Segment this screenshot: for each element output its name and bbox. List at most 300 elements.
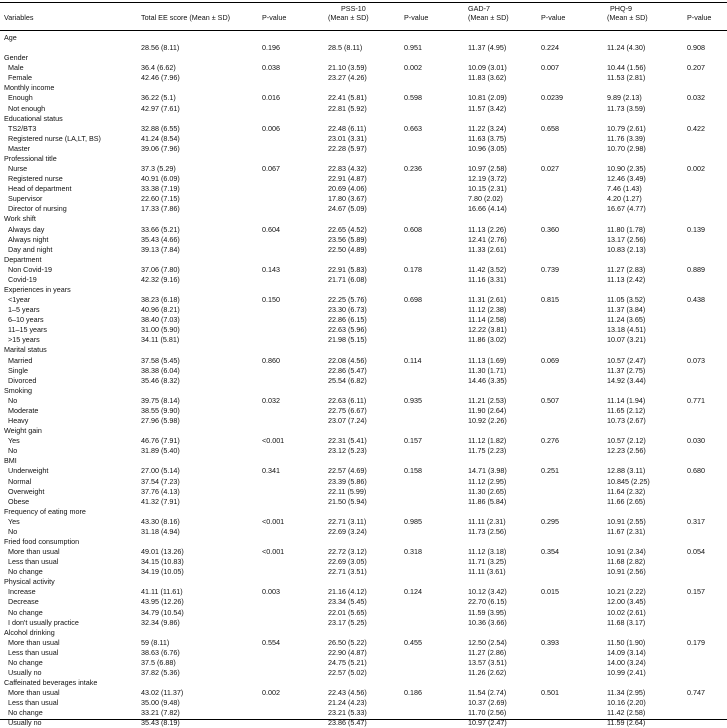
table-row: [0, 325, 727, 335]
table-top-rule: [0, 2, 727, 3]
pss-cell: 22.86 (6.15): [328, 315, 367, 325]
table-row: [0, 194, 727, 204]
p-value-cell: 0.354: [541, 547, 559, 557]
p-value-cell: 0.360: [541, 224, 559, 234]
total-ee-cell: 38.40 (7.03): [141, 315, 180, 325]
table-row: [0, 376, 727, 386]
table-row: [0, 416, 727, 426]
gad-cell: 11.27 (2.86): [468, 647, 507, 657]
category-label: Smoking: [4, 385, 32, 395]
category-label: Age: [4, 33, 17, 42]
p-value-cell: 0.030: [687, 436, 705, 446]
p-value-cell: 0.027: [541, 164, 559, 174]
category-row: [0, 214, 727, 224]
p-value-cell: 0.157: [687, 587, 705, 597]
gad-cell: 12.22 (3.81): [468, 325, 507, 335]
variable-label: Registered nurse (LA,LT, BS): [8, 133, 101, 143]
p-value-cell: 0.179: [687, 637, 705, 647]
phq-cell: 10.83 (2.13): [607, 244, 646, 254]
category-label: Experiences in years: [4, 285, 71, 294]
phq-cell: 7.46 (1.43): [607, 184, 642, 194]
category-label: Department: [4, 254, 42, 264]
phq-cell: 10.90 (2.35): [607, 164, 646, 174]
gad-cell: 11.21 (2.53): [468, 395, 507, 405]
total-ee-cell: 42.46 (7.96): [141, 73, 180, 83]
table-header: [0, 4, 727, 28]
pss-cell: 22.90 (4.87): [328, 647, 367, 657]
gad-cell: 11.71 (3.25): [468, 557, 507, 567]
pss-cell: 22.50 (4.89): [328, 244, 367, 254]
p-value-cell: 0.038: [262, 63, 280, 73]
p-value-cell: 0.889: [687, 264, 705, 274]
category-row: [0, 628, 727, 638]
gad-cell: 10.15 (2.31): [468, 184, 507, 194]
table-row: [0, 648, 727, 658]
pss-cell: 22.72 (3.12): [328, 547, 367, 557]
variable-label: No change: [8, 607, 43, 617]
total-ee-cell: 38.63 (6.76): [141, 647, 180, 657]
phq-cell: 16.67 (4.77): [607, 204, 646, 214]
gad-cell: 11.30 (1.71): [468, 365, 507, 375]
variable-label: Single: [8, 365, 28, 375]
gad-cell: 11.33 (2.61): [468, 244, 507, 254]
total-ee-cell: 34.11 (5.81): [141, 335, 180, 345]
variable-label: Yes: [8, 436, 20, 446]
p-value-cell: 0.554: [262, 637, 280, 647]
p-value-cell: 0.507: [541, 395, 559, 405]
phq-cell: 10.79 (2.61): [607, 123, 646, 133]
header-p-value-4: P-value: [687, 13, 712, 22]
category-label: Monthly income: [4, 83, 55, 93]
phq-cell: 11.68 (2.82): [607, 557, 646, 567]
p-value-cell: 0.295: [541, 516, 559, 526]
phq-cell: 11.42 (2.58): [607, 708, 646, 718]
total-ee-cell: 34.19 (10.05): [141, 567, 184, 577]
category-label: Fried food consumption: [4, 537, 80, 546]
phq-cell: 13.17 (2.56): [607, 234, 646, 244]
header-pss-sub: (Mean ± SD): [328, 13, 369, 22]
variable-label: No change: [8, 567, 43, 577]
table-row: [0, 638, 727, 648]
variable-label: Less than usual: [8, 698, 59, 708]
category-row: [0, 53, 727, 63]
table-row: [0, 73, 727, 83]
gad-cell: 11.42 (3.52): [468, 264, 507, 274]
table-row: [0, 265, 727, 275]
variable-label: Less than usual: [8, 557, 59, 567]
gad-cell: 10.09 (3.01): [468, 63, 507, 73]
gad-cell: 11.73 (2.56): [468, 526, 507, 536]
gad-cell: 11.83 (3.62): [468, 73, 507, 83]
p-value-cell: 0.143: [262, 264, 280, 274]
header-variables: Variables: [4, 13, 34, 22]
pss-cell: 25.54 (6.82): [328, 375, 367, 385]
total-ee-cell: 37.06 (7.80): [141, 264, 180, 274]
total-ee-cell: 41.24 (8.54): [141, 133, 180, 143]
table-row: [0, 597, 727, 607]
variable-label: Registered nurse: [8, 174, 63, 184]
table-bottom-rule: [0, 719, 727, 720]
p-value-cell: 0.251: [541, 466, 559, 476]
p-value-cell: 0.114: [404, 355, 422, 365]
gad-cell: 11.12 (1.82): [468, 436, 507, 446]
table-row: [0, 658, 727, 668]
total-ee-cell: 37.58 (5.45): [141, 355, 180, 365]
pss-cell: 21.71 (6.08): [328, 274, 367, 284]
phq-cell: 4.20 (1.27): [607, 194, 642, 204]
total-ee-cell: 35.43 (4.66): [141, 234, 180, 244]
pss-cell: 23.17 (5.25): [328, 617, 367, 627]
variable-label: Usually no: [8, 718, 42, 728]
phq-cell: 11.73 (3.59): [607, 103, 646, 113]
phq-cell: 11.53 (2.81): [607, 73, 646, 83]
p-value-cell: 0.598: [404, 93, 422, 103]
category-row: [0, 426, 727, 436]
variable-label: No: [8, 446, 18, 456]
gad-cell: 11.90 (2.64): [468, 405, 507, 415]
p-value-cell: 0.658: [541, 123, 559, 133]
total-ee-cell: 40.96 (8.21): [141, 305, 180, 315]
total-ee-cell: 43.30 (8.16): [141, 516, 180, 526]
p-value-cell: 0.860: [262, 355, 280, 365]
gad-cell: 10.97 (2.58): [468, 164, 507, 174]
category-label: Professional title: [4, 153, 57, 163]
pss-cell: 23.56 (5.89): [328, 234, 367, 244]
variable-label: Married: [8, 355, 33, 365]
table-row: [0, 63, 727, 73]
table-row: [0, 446, 727, 456]
p-value-cell: 0.157: [404, 436, 422, 446]
total-ee-cell: 35.43 (8.19): [141, 718, 180, 728]
total-ee-cell: 22.60 (7.15): [141, 194, 180, 204]
pss-cell: 23.21 (5.33): [328, 708, 367, 718]
pss-cell: 22.63 (6.11): [328, 395, 367, 405]
total-ee-cell: 38.23 (6.18): [141, 295, 180, 305]
table-row: [0, 668, 727, 678]
gad-cell: 10.97 (2.47): [468, 718, 507, 728]
p-value-cell: 0.438: [687, 295, 705, 305]
variable-label: No: [8, 395, 18, 405]
pss-cell: 23.27 (4.26): [328, 73, 367, 83]
category-row: [0, 83, 727, 93]
pss-cell: 22.11 (5.99): [328, 486, 367, 496]
p-value-cell: 0.007: [541, 63, 559, 73]
variable-label: Always night: [8, 234, 49, 244]
gad-cell: 11.13 (2.26): [468, 224, 507, 234]
phq-cell: 11.59 (2.64): [607, 718, 646, 728]
pss-cell: 21.16 (4.12): [328, 587, 367, 597]
p-value-cell: 0.139: [687, 224, 705, 234]
p-value-cell: 0.006: [262, 123, 280, 133]
table-row: [0, 204, 727, 214]
variable-label: Yes: [8, 516, 20, 526]
p-value-cell: 0.032: [262, 395, 280, 405]
total-ee-cell: 43.02 (11.37): [141, 688, 184, 698]
phq-cell: 11.65 (2.12): [607, 405, 646, 415]
phq-cell: 14.92 (3.44): [607, 375, 646, 385]
p-value-cell: 0.771: [687, 395, 705, 405]
total-ee-cell: 38.38 (6.04): [141, 365, 180, 375]
total-ee-cell: 33.21 (7.82): [141, 708, 180, 718]
table-row: [0, 164, 727, 174]
table-row: [0, 688, 727, 698]
phq-cell: 10.91 (2.55): [607, 516, 646, 526]
variable-label: Obese: [8, 496, 30, 506]
table-row: [0, 698, 727, 708]
gad-cell: 11.12 (2.38): [468, 305, 507, 315]
gad-cell: 11.75 (2.23): [468, 446, 507, 456]
phq-cell: 12.00 (3.45): [607, 597, 646, 607]
pss-cell: 22.69 (3.24): [328, 526, 367, 536]
variable-label: Less than usual: [8, 647, 59, 657]
category-row: [0, 154, 727, 164]
p-value-cell: 0.002: [262, 688, 280, 698]
variable-label: Female: [8, 73, 32, 83]
p-value-cell: 0.422: [687, 123, 705, 133]
phq-cell: 11.27 (2.83): [607, 264, 646, 274]
p-value-cell: 0.178: [404, 264, 422, 274]
gad-cell: 11.14 (2.58): [468, 315, 507, 325]
gad-cell: 10.96 (3.05): [468, 143, 507, 153]
p-value-cell: 0.002: [687, 164, 705, 174]
total-ee-cell: 35.46 (8.32): [141, 375, 180, 385]
variable-label: TS2/BT3: [8, 123, 37, 133]
pss-cell: 21.24 (4.23): [328, 698, 367, 708]
category-label: Gender: [4, 53, 28, 63]
category-label: Weight gain: [4, 426, 42, 436]
table-row: [0, 174, 727, 184]
p-value-cell: 0.604: [262, 224, 280, 234]
variable-label: Male: [8, 63, 24, 73]
variable-label: Director of nursing: [8, 204, 67, 214]
pss-cell: 21.50 (5.94): [328, 496, 367, 506]
p-value-cell: 0.747: [687, 688, 705, 698]
phq-cell: 10.07 (3.21): [607, 335, 646, 345]
header-total-ee: Total EE score (Mean ± SD): [141, 13, 231, 22]
category-row: [0, 507, 727, 517]
phq-cell: 14.09 (3.14): [607, 647, 646, 657]
phq-cell: 10.44 (1.56): [607, 63, 646, 73]
p-value-cell: 0.341: [262, 466, 280, 476]
phq-cell: 13.18 (4.51): [607, 325, 646, 335]
total-ee-cell: 42.32 (9.16): [141, 274, 180, 284]
p-value-cell: 0.951: [404, 43, 422, 53]
total-ee-cell: 43.95 (12.26): [141, 597, 184, 607]
gad-cell: 11.30 (2.65): [468, 486, 507, 496]
variable-label: Decrease: [8, 597, 39, 607]
phq-cell: 9.89 (2.13): [607, 93, 642, 103]
p-value-cell: 0.073: [687, 355, 705, 365]
variable-label: 11–15 years: [8, 325, 48, 335]
total-ee-cell: 39.06 (7.96): [141, 143, 180, 153]
p-value-cell: 0.935: [404, 395, 422, 405]
total-ee-cell: 42.97 (7.61): [141, 103, 180, 113]
pss-cell: 23.12 (5.23): [328, 446, 367, 456]
total-ee-cell: 37.82 (5.36): [141, 668, 180, 678]
table-row: [0, 295, 727, 305]
total-ee-cell: 33.38 (7.19): [141, 184, 180, 194]
total-ee-cell: 33.66 (5.21): [141, 224, 180, 234]
pss-cell: 22.41 (5.81): [328, 93, 367, 103]
phq-cell: 10.02 (2.61): [607, 607, 646, 617]
table-row: [0, 517, 727, 527]
phq-cell: 10.99 (2.41): [607, 668, 646, 678]
table-row: [0, 245, 727, 255]
p-value-cell: 0.158: [404, 466, 422, 476]
p-value-cell: 0.016: [262, 93, 280, 103]
gad-cell: 12.50 (2.54): [468, 637, 507, 647]
variable-label: Head of department: [8, 184, 72, 194]
pss-cell: 22.48 (6.11): [328, 123, 367, 133]
table-row: [0, 567, 727, 577]
variable-label: More than usual: [8, 688, 60, 698]
pss-cell: 23.30 (6.73): [328, 305, 367, 315]
p-value-cell: 0.124: [404, 587, 422, 597]
category-row: [0, 285, 727, 295]
phq-cell: 12.88 (3.11): [607, 466, 646, 476]
variable-label: Usually no: [8, 668, 42, 678]
phq-cell: 10.57 (2.12): [607, 436, 646, 446]
category-label: BMI: [4, 456, 17, 466]
category-row: [0, 114, 727, 124]
phq-cell: 11.37 (3.84): [607, 305, 646, 315]
p-value-cell: 0.608: [404, 224, 422, 234]
phq-cell: 11.14 (1.94): [607, 395, 646, 405]
p-value-cell: <0.001: [262, 547, 285, 557]
category-label: Frequency of eating more: [4, 506, 86, 516]
p-value-cell: 0.0239: [541, 93, 563, 103]
total-ee-cell: 36.4 (6.62): [141, 63, 176, 73]
p-value-cell: 0.698: [404, 295, 422, 305]
p-value-cell: 0.317: [687, 516, 705, 526]
pss-cell: 22.75 (6.67): [328, 405, 367, 415]
total-ee-cell: 32.34 (9.86): [141, 617, 180, 627]
category-row: [0, 456, 727, 466]
gad-cell: 7.80 (2.02): [468, 194, 503, 204]
gad-cell: 11.31 (2.61): [468, 295, 507, 305]
pss-cell: 22.31 (5.41): [328, 436, 367, 446]
phq-cell: 11.80 (1.78): [607, 224, 646, 234]
gad-cell: 10.36 (3.66): [468, 617, 507, 627]
phq-cell: 10.21 (2.22): [607, 587, 646, 597]
header-p-value-1: P-value: [262, 13, 287, 22]
variable-label: Not enough: [8, 103, 46, 113]
phq-cell: 11.34 (2.95): [607, 688, 646, 698]
category-label: Alcohol drinking: [4, 627, 55, 637]
total-ee-cell: 34.79 (10.54): [141, 607, 184, 617]
p-value-cell: 0.455: [404, 637, 422, 647]
total-ee-cell: 31.18 (4.94): [141, 526, 180, 536]
p-value-cell: <0.001: [262, 516, 285, 526]
pss-cell: 22.91 (5.83): [328, 264, 367, 274]
pss-cell: 24.67 (5.09): [328, 204, 367, 214]
p-value-cell: 0.501: [541, 688, 559, 698]
variable-label: No change: [8, 708, 43, 718]
pss-cell: 22.57 (5.02): [328, 668, 367, 678]
table-row: [0, 144, 727, 154]
total-ee-cell: 59 (8.11): [141, 637, 170, 647]
pss-cell: 22.63 (5.96): [328, 325, 367, 335]
total-ee-cell: 36.22 (5.1): [141, 93, 176, 103]
total-ee-cell: 40.91 (6.09): [141, 174, 180, 184]
header-gad: GAD-7: [468, 4, 490, 13]
total-ee-cell: 37.76 (4.13): [141, 486, 180, 496]
table-row: [0, 235, 727, 245]
p-value-cell: 0.908: [687, 43, 705, 53]
total-ee-cell: 32.88 (6.55): [141, 123, 180, 133]
pss-cell: 22.65 (4.52): [328, 224, 367, 234]
p-value-cell: 0.054: [687, 547, 705, 557]
table-row: [0, 618, 727, 628]
variable-label: <1year: [8, 295, 31, 305]
category-label: Caffeinated beverages intake: [4, 678, 98, 688]
phq-cell: 11.66 (2.65): [607, 496, 646, 506]
category-row: [0, 678, 727, 688]
p-value-cell: 0.186: [404, 688, 422, 698]
phq-cell: 12.23 (2.56): [607, 446, 646, 456]
variable-label: Covid-19: [8, 274, 37, 284]
variable-label: Heavy: [8, 416, 29, 426]
phq-cell: 10.845 (2.25): [607, 476, 650, 486]
header-phq: PHQ-9: [610, 4, 632, 13]
category-label: Educational status: [4, 113, 63, 123]
gad-cell: 11.13 (1.69): [468, 355, 507, 365]
gad-cell: 16.66 (4.14): [468, 204, 507, 214]
gad-cell: 11.16 (3.31): [468, 274, 507, 284]
gad-cell: 11.12 (2.95): [468, 476, 507, 486]
variable-label: >15 years: [8, 335, 40, 345]
variable-label: No change: [8, 657, 43, 667]
table-row: [0, 708, 727, 718]
header-p-value-3: P-value: [541, 13, 566, 22]
phq-cell: 11.76 (3.39): [607, 133, 646, 143]
variable-label: Non Covid-19: [8, 264, 52, 274]
total-ee-cell: 37.3 (5.29): [141, 164, 176, 174]
p-value-cell: 0.985: [404, 516, 422, 526]
gad-cell: 22.70 (6.15): [468, 597, 507, 607]
p-value-cell: 0.150: [262, 295, 280, 305]
variable-label: Overweight: [8, 486, 45, 496]
phq-cell: 10.16 (2.20): [607, 698, 646, 708]
p-value-cell: 0.236: [404, 164, 422, 174]
gad-cell: 14.71 (3.98): [468, 466, 507, 476]
phq-cell: 11.64 (2.32): [607, 486, 646, 496]
table-row: [0, 557, 727, 567]
pss-cell: 28.5 (8.11): [328, 43, 363, 53]
category-row: [0, 255, 727, 265]
table-row: [0, 366, 727, 376]
table-row: [0, 608, 727, 618]
total-ee-cell: 46.76 (7.91): [141, 436, 180, 446]
p-value-cell: 0.196: [262, 43, 280, 53]
variable-label: Increase: [8, 587, 36, 597]
pss-cell: 23.34 (5.45): [328, 597, 367, 607]
pss-cell: 22.28 (5.97): [328, 143, 367, 153]
p-value-cell: 0.739: [541, 264, 559, 274]
category-row: [0, 345, 727, 355]
table-row: [0, 134, 727, 144]
p-value-cell: 0.003: [262, 587, 280, 597]
total-ee-cell: 27.00 (5.14): [141, 466, 180, 476]
p-value-cell: 0.069: [541, 355, 559, 365]
total-ee-cell: 34.15 (10.83): [141, 557, 184, 567]
variable-label: Supervisor: [8, 194, 43, 204]
p-value-cell: 0.224: [541, 43, 559, 53]
pss-cell: 22.01 (5.65): [328, 607, 367, 617]
pss-cell: 26.50 (5.22): [328, 637, 367, 647]
gad-cell: 13.57 (3.51): [468, 657, 507, 667]
table-row: [0, 315, 727, 325]
